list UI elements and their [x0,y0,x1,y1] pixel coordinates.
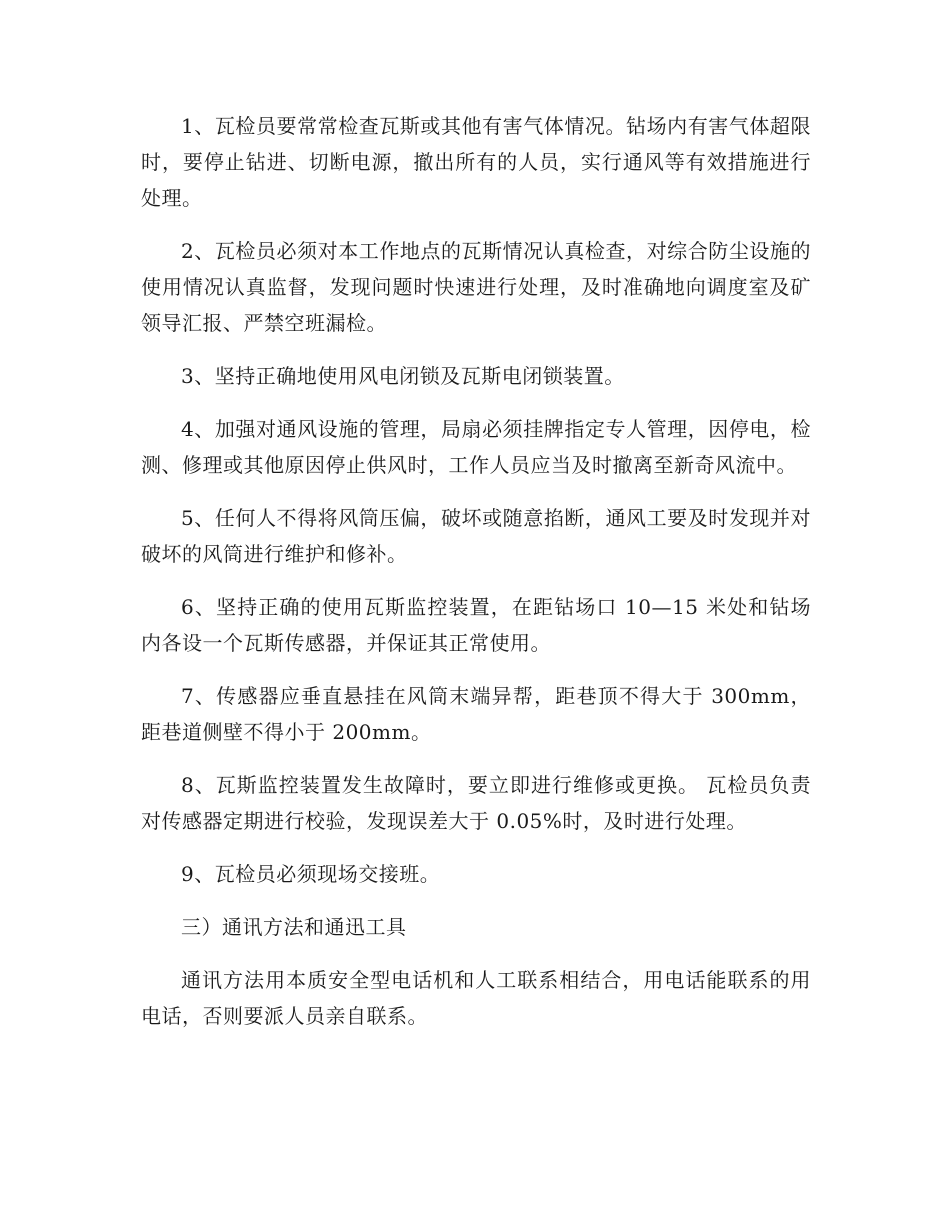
paragraph-3: 3、坚持正确地使用风电闭锁及瓦斯电闭锁装置。 [181,364,625,388]
paragraph-6: 6、坚持正确的使用瓦斯监控装置，在距钻场口 10—15 米处和钻场内各设一个瓦斯传感器，并保证其正常使用。 [141,595,811,655]
paragraph-communication: 通讯方法用本质安全型电话机和人工联系相结合，用电话能联系的用电话，否则要派人员亲自联系。 [141,968,811,1028]
paragraph-9: 9、瓦检员必须现场交接班。 [181,862,441,886]
paragraph-2: 2、瓦检员必须对本工作地点的瓦斯情况认真检查，对综合防尘设施的使用情况认真监督，发现问题时快速进行处理，及时准确地向调度室及矿领导汇报、严禁空班漏检。 [141,239,811,335]
paragraph-4: 4、加强对通风设施的管理，局扇必须挂牌指定专人管理，因停电，检测、修理或其他原因停止供风时，工作人员应当及时撤离至新奇风流中。 [141,417,811,477]
paragraph-1: 1、瓦检员要常常检查瓦斯或其他有害气体情况。钻场内有害气体超限时，要停止钻进、切断电源，撤出所有的人员，实行通风等有效措施进行处理。 [141,114,811,210]
paragraph-8: 8、瓦斯监控装置发生故障时，要立即进行维修或更换。 瓦检员负责对传感器定期进行校验，发现误差大于 0.05%时，及时进行处理。 [141,773,811,833]
section-heading: 三）通讯方法和通迅工具 [181,915,407,939]
paragraph-7: 7、传感器应垂直悬挂在风筒末端异帮，距巷顶不得大于 300mm，距巷道侧壁不得小于 200mm。 [141,684,811,744]
document-body [141,108,811,1051]
paragraph-5: 5、任何人不得将风筒压偏，破坏或随意掐断，通风工要及时发现并对破坏的风筒进行维护和修补。 [141,506,811,566]
